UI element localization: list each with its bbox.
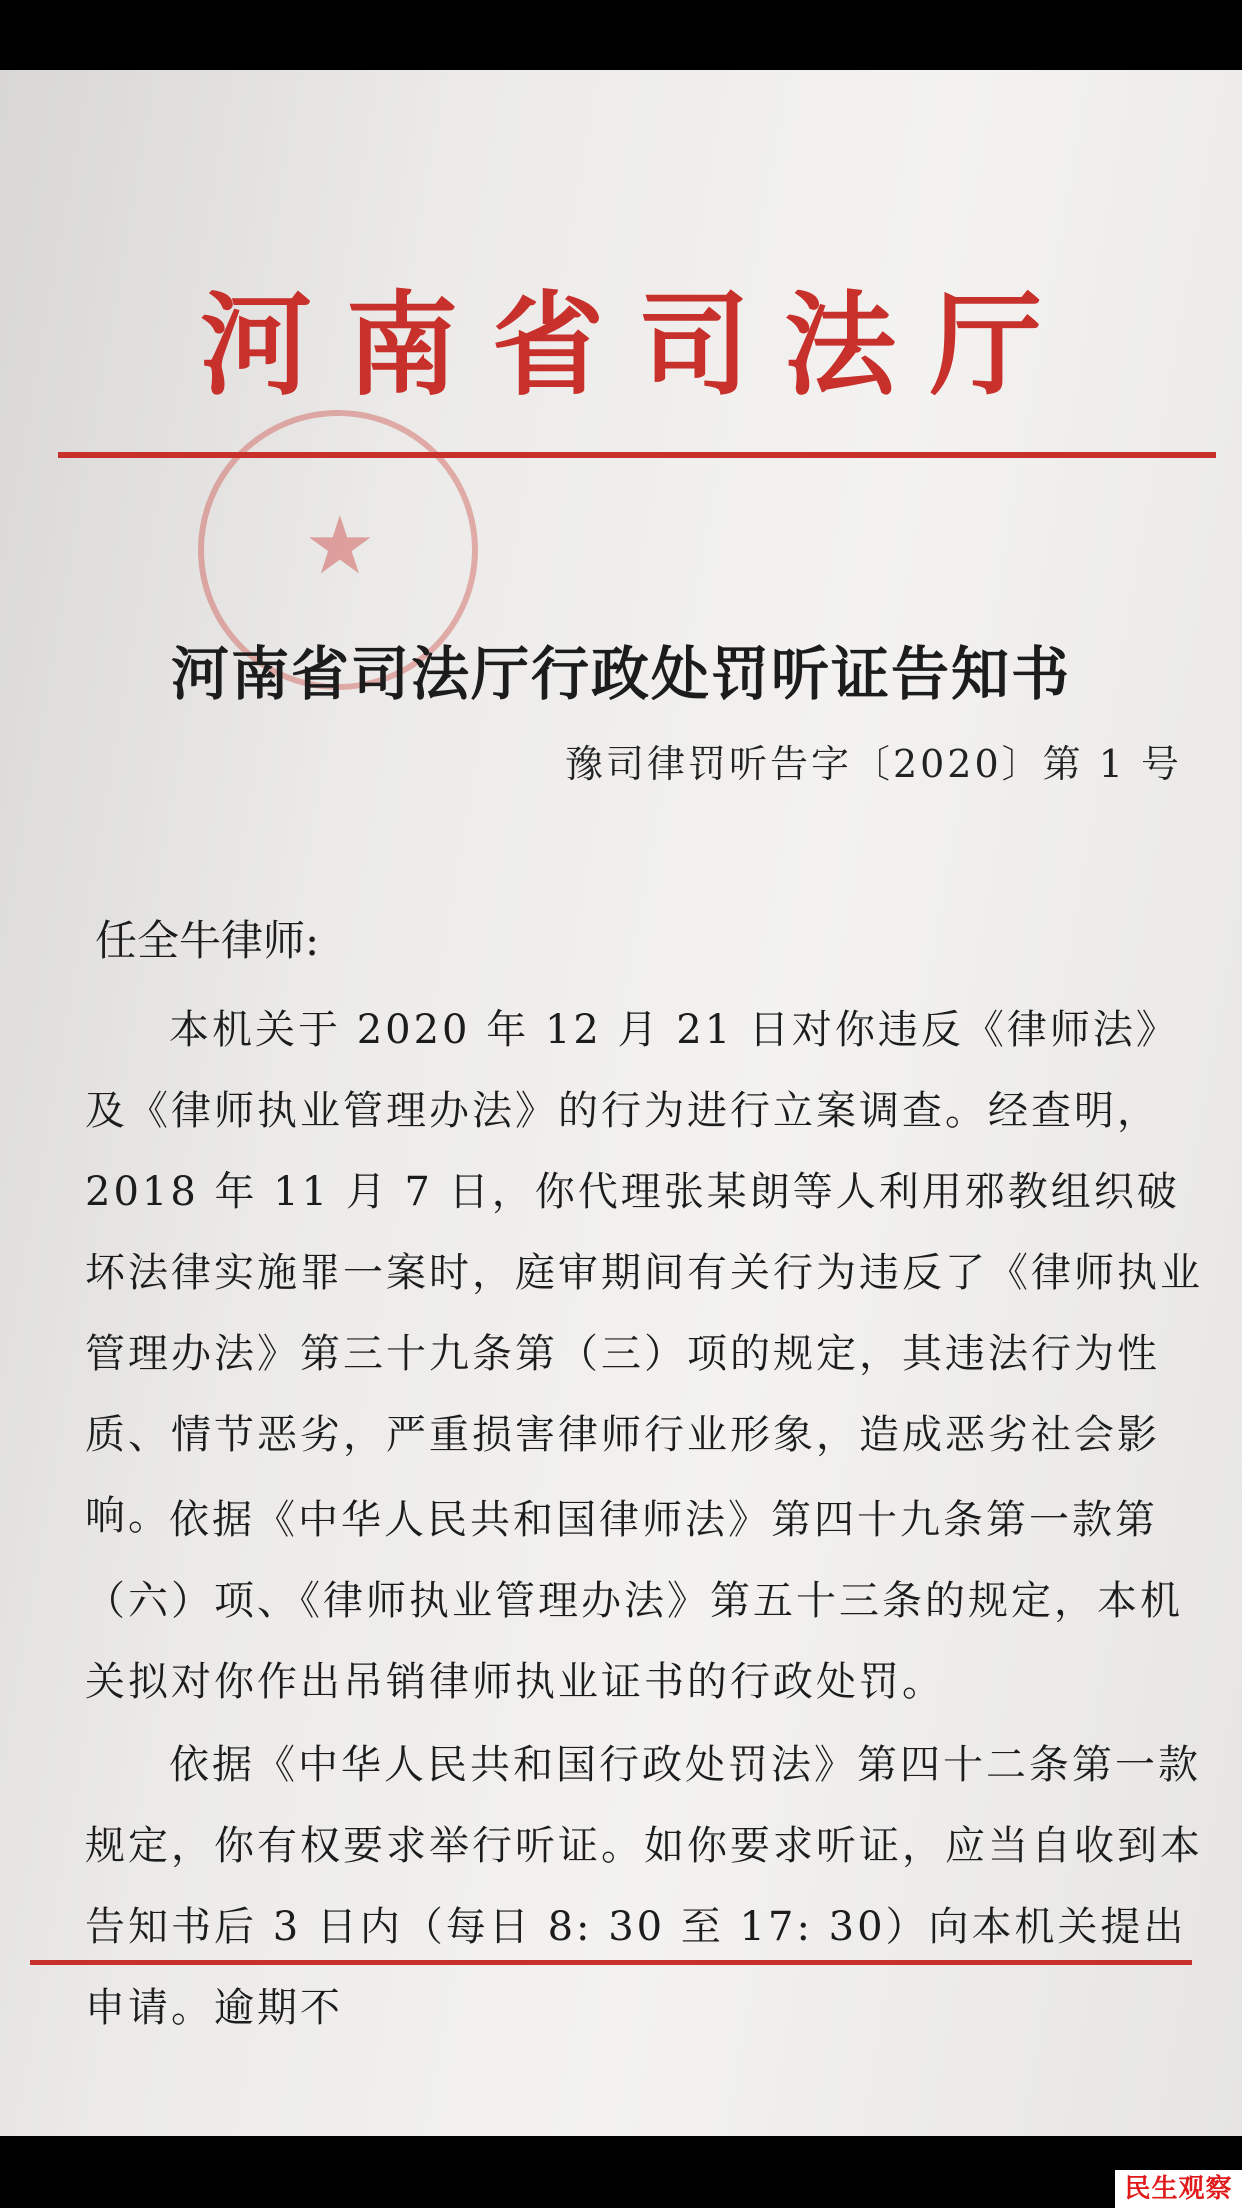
seal-star-icon: ★ [304, 499, 376, 592]
header-red-rule [58, 452, 1216, 458]
source-watermark: 民生观察 [1115, 2170, 1242, 2208]
document-title: 河南省司法厅行政处罚听证告知书 [170, 640, 1071, 708]
salutation: 任全牛律师: [95, 916, 320, 965]
document-photo [0, 70, 1242, 2136]
body-paragraph-2: 依据《中华人民共和国律师法》第四十九条第一款第（六）项、《律师执业管理办法》第五十三条的规定，本机关拟对你作出吊销律师执业证书的行政处罚。 [85, 1497, 1183, 1705]
document-number: 豫司律罚听告字〔2020〕第 1 号 [564, 742, 1182, 786]
body-paragraph-1: 本机关于 2020 年 12 月 21 日对你违反《律师法》及《律师执业管理办法》的行为进行立案调查。经查明，2018 年 11 月 7 日，你代理张某朗等人利用邪教组织破坏法律实施罪一案时，庭审期间有关行为违反了《律师执业管理办法》第三十九条第（三）项的规定，其违法行为性质、情节恶劣，严重损害律师行业形象，造成恶劣社会影响。 [85, 1007, 1203, 1539]
issuer-header: 河南省司法厅 [200, 280, 1076, 411]
body-paragraph-3: 依据《中华人民共和国行政处罚法》第四十二条第一款规定，你有权要求举行听证。如你要求听证，应当自收到本告知书后 3 日内（每日 8: 30 至 17: 30）向本机关提出申请。逾期不 [85, 1742, 1203, 2031]
footer-red-rule [30, 1960, 1192, 1965]
